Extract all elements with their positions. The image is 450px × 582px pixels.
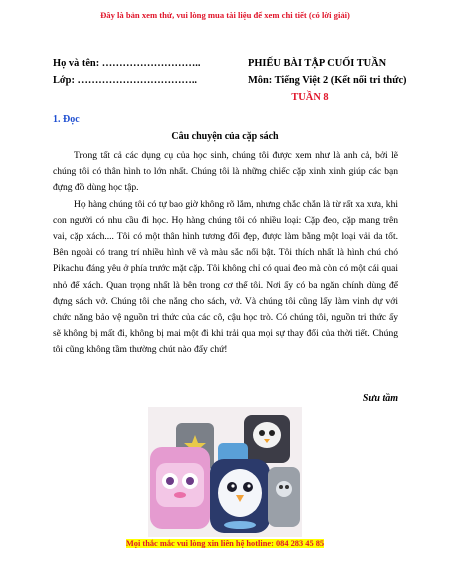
section-heading: 1. Đọc	[53, 114, 80, 125]
hotline-footer	[0, 539, 450, 548]
story-paragraph: Trong tất cả các dụng cụ của học sinh, chúng tôi được xem như là anh cả, bởi lẽ chúng tôi có thân hình to lớn nhất. Chúng tôi là những chiếc cặp xinh xinh giúp các bạn đựng đồ dùng học tập.	[53, 150, 398, 194]
preview-banner: Đây là bản xem thử, vui lòng mua tài liệu để xem chi tiết (có lời giải)	[100, 10, 350, 20]
school-bags-illustration	[148, 407, 302, 537]
subject-label: Môn: Tiếng Việt 2 (Kết nối tri thức)	[248, 75, 407, 86]
class-label: Lớp: ……………………………..	[53, 75, 198, 86]
story-title: Câu chuyện của cặp sách	[171, 131, 279, 142]
hotline-text: Mọi thắc mắc vui lòng xin liên hệ hotline: 084 283 45 85	[125, 539, 325, 548]
header-row-2	[53, 75, 420, 86]
story-source: Sưu tầm	[362, 393, 398, 404]
week-label: TUẦN 8	[291, 92, 329, 103]
story-body	[53, 148, 398, 359]
story-paragraph: Họ hàng chúng tôi có tự bao giờ không rõ lắm, nhưng chắc chắn là từ rất xa xưa, khi con người có nhu cầu đi học. Họ hàng chúng tôi có nhiều loại: Cặp đeo, cặp mang trên vai, cặp xách.... Tôi có một thân hình tương đối đẹp, được làm bằng một loại vải da tốt. Bên ngoài có trang trí nhiều hình vẽ và màu sắc nổi bật. Tôi thích nhất là hình chú chó Pikachu đáng yêu ở phía trước mặt cặp. Tôi không chỉ có quai đeo mà còn có một cái quai nhỏ để xách. Quan trọng nhất là bên trong cơ thể tôi. Nơi ấy có ba ngăn chính dùng để đựng sách vở. Chúng tôi che nắng cho sách, vở. Và chúng tôi cũng lấy làm vinh dự với chức năng bảo vệ nguồn tri thức của các cô, cậu học trò. Có chúng tôi, nguồn tri thức ấy sẽ không bị mất đi, không bị mai một đi khi trải qua mọi sự thay đổi của thời tiết. Chúng tôi cũng không tầm thường chút nào đấy chứ!	[53, 198, 398, 356]
student-name-label: Họ và tên: ………………………..	[53, 58, 201, 69]
worksheet-title: PHIẾU BÀI TẬP CUỐI TUẦN	[248, 58, 387, 69]
header-row-1	[53, 58, 420, 69]
